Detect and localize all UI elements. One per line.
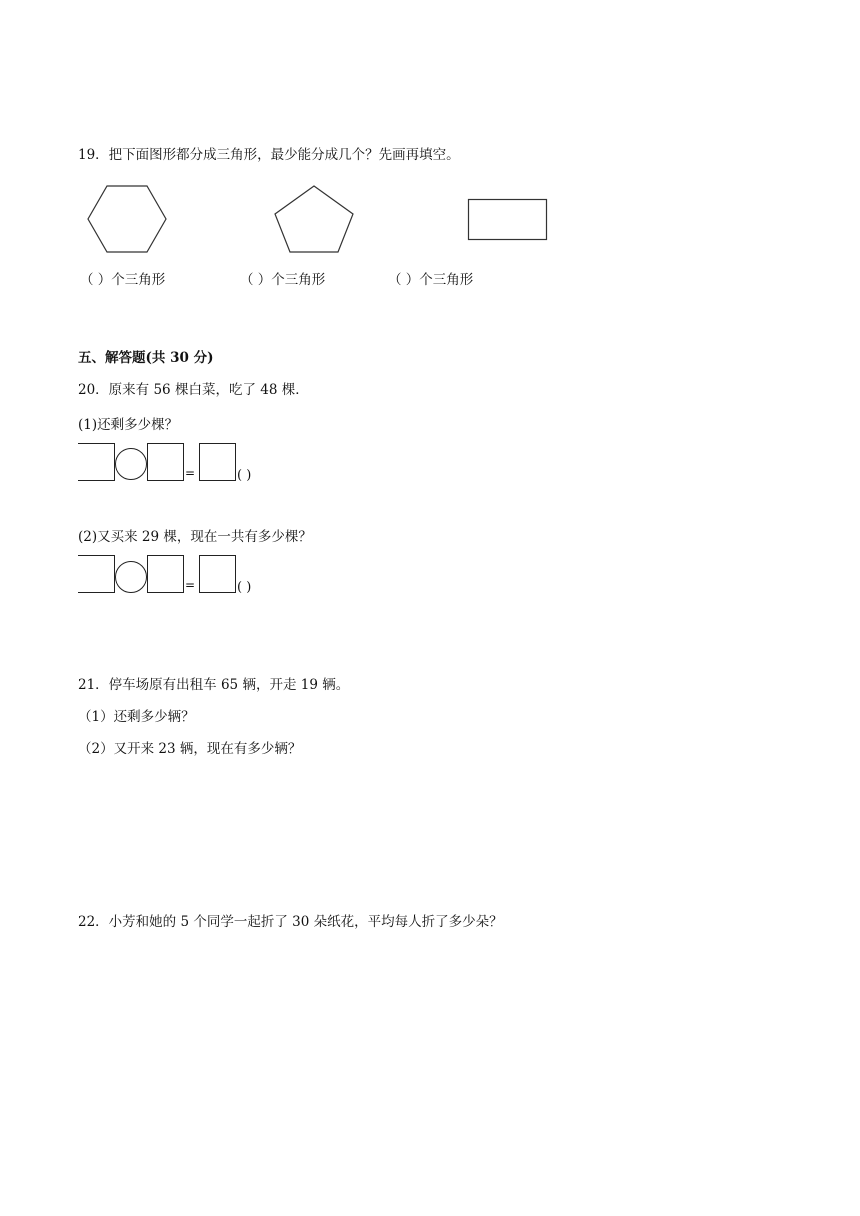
unit-blank[interactable]: ( ) [237,580,252,595]
q19-text: 19．把下面图形都分成三角形，最少能分成几个？先画再填空。 [78,147,460,163]
q21-part1-text: （1）还剩多少辆？ [78,709,195,725]
q21-text: 21．停车场原有出租车 65 辆，开走 19 辆。 [78,677,350,693]
hexagon-shape[interactable] [86,184,168,256]
equation-box[interactable] [78,443,115,481]
pentagon-shape[interactable] [272,184,356,256]
equals-sign: = [185,466,196,480]
rectangle-answer-blank[interactable]: （ ）个三角形 [388,272,474,288]
operator-circle[interactable] [115,561,147,593]
result-box[interactable] [199,555,236,593]
equation-box[interactable] [147,443,184,481]
q20-part2-text: (2)又买来 29 棵，现在一共有多少棵？ [78,529,312,545]
equals-sign: = [185,578,196,592]
unit-blank[interactable]: ( ) [237,468,252,483]
equation-box[interactable] [78,555,115,593]
q20-part1-text: (1)还剩多少棵？ [78,417,179,433]
pentagon-answer-blank[interactable]: （ ）个三角形 [240,272,326,288]
hexagon-answer-blank[interactable]: （ ）个三角形 [80,272,166,288]
result-box[interactable] [199,443,236,481]
q20-text: 20．原来有 56 棵白菜，吃了 48 棵． [78,382,309,398]
equation-box[interactable] [147,555,184,593]
operator-circle[interactable] [115,448,147,480]
q22-text: 22．小芳和她的 5 个同学一起折了 30 朵纸花，平均每人折了多少朵？ [78,914,503,930]
rectangle-shape[interactable] [467,198,549,242]
section-heading: 五、解答题(共 30 分) [78,350,214,366]
q21-part2-text: （2）又开来 23 辆，现在有多少辆？ [78,741,302,757]
